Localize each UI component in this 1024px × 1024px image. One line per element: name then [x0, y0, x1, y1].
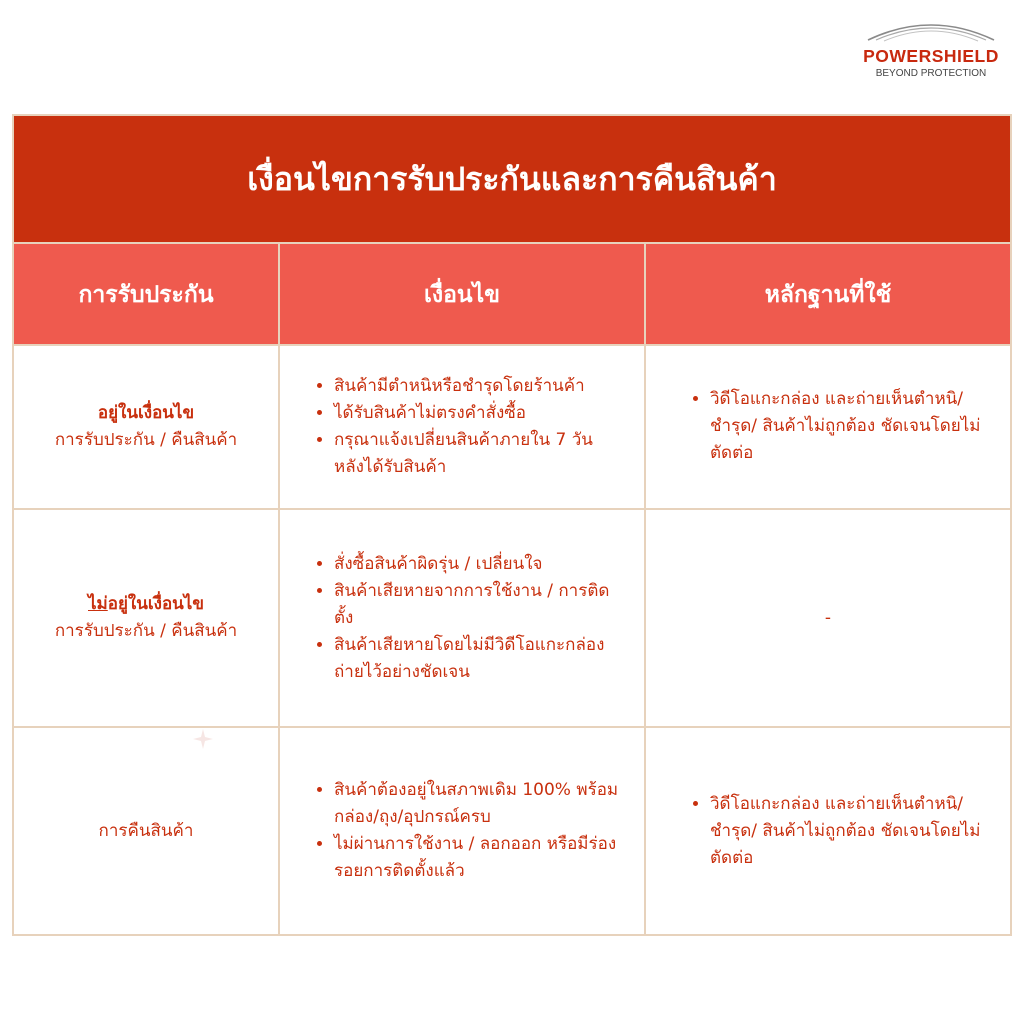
evidence-list	[688, 791, 988, 872]
list-item: • วิดีโอแกะกล่อง และถ่ายเห็นตำหนิ/ชำรุด/ สินค้าไม่ถูกต้อง ชัดเจนโดยไม่ตัดต่อ	[710, 791, 988, 872]
header-warranty: การรับประกัน	[78, 282, 214, 308]
table-row-in-warranty-conditions	[280, 346, 644, 508]
list-item: • สั่งซื้อสินค้าผิดรุ่น / เปลี่ยนใจ	[334, 551, 626, 578]
list-item: • สินค้าเสียหายจากการใช้งาน / การติดตั้ง	[334, 578, 626, 632]
row-title: อยู่ในเงื่อนไข	[97, 403, 195, 423]
table-title: เงื่อนไขการรับประกันและการคืนสินค้า	[14, 116, 1010, 242]
sparkle-icon	[192, 728, 214, 750]
list-item: • สินค้าเสียหายโดยไม่มีวิดีโอแกะกล่องถ่ายไว้อย่างชัดเจน	[334, 632, 626, 686]
header-conditions: เงื่อนไข	[424, 282, 500, 308]
table-row-not-in-warranty-label	[14, 510, 278, 726]
conditions-list	[312, 551, 626, 686]
row-subtitle: การรับประกัน / คืนสินค้า	[54, 430, 238, 450]
shield-arc-icon	[864, 14, 998, 44]
empty-value: -	[824, 607, 832, 628]
table-row-not-in-warranty-evidence	[646, 510, 1010, 726]
powershield-logo	[856, 14, 1006, 80]
list-item: • สินค้ามีตำหนิหรือชำรุดโดยร้านค้า	[334, 373, 626, 400]
table-row-return-evidence	[646, 728, 1010, 934]
row-title-rest: อยู่ในเงื่อนไข	[107, 594, 204, 614]
warranty-table	[12, 114, 1012, 936]
list-item: • กรุณาแจ้งเปลี่ยนสินค้าภายใน 7 วัน หลังได้รับสินค้า	[334, 427, 626, 481]
list-item: • วิดีโอแกะกล่อง และถ่ายเห็นตำหนิ/ชำรุด/ สินค้าไม่ถูกต้อง ชัดเจนโดยไม่ตัดต่อ	[710, 386, 988, 467]
list-item: • ได้รับสินค้าไม่ตรงคำสั่งซื้อ	[334, 400, 626, 427]
table-row-in-warranty-evidence	[646, 346, 1010, 508]
list-item: • ไม่ผ่านการใช้งาน / ลอกออก หรือมีร่องรอยการติดตั้งแล้ว	[334, 831, 626, 885]
brand-tagline: BEYOND PROTECTION	[875, 68, 987, 79]
row-title	[88, 591, 204, 618]
header-evidence: หลักฐานที่ใช้	[764, 282, 892, 308]
table-row-not-in-warranty-conditions	[280, 510, 644, 726]
list-item: • สินค้าต้องอยู่ในสภาพเดิม 100% พร้อมกล่อง/ถุง/อุปกรณ์ครบ	[334, 777, 626, 831]
table-row-return-conditions	[280, 728, 644, 934]
evidence-list	[688, 386, 988, 467]
header-row	[14, 242, 1010, 346]
table-row-return-label	[14, 728, 278, 934]
table-row-in-warranty-label	[14, 346, 278, 508]
row-label: การคืนสินค้า	[98, 820, 194, 841]
brand-name: POWERSHIELD	[863, 46, 999, 66]
row-title-negation: ไม่	[88, 594, 108, 614]
conditions-list	[312, 373, 626, 481]
row-subtitle: การรับประกัน / คืนสินค้า	[54, 621, 238, 641]
conditions-list	[312, 777, 626, 885]
